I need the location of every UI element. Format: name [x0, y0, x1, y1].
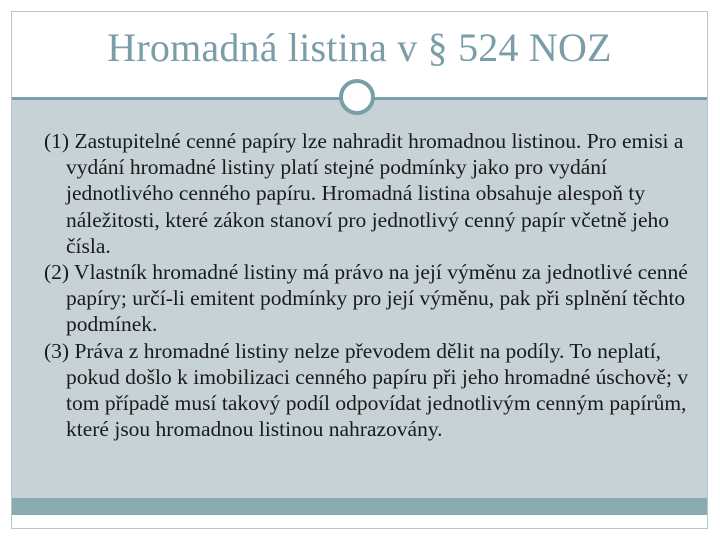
circle-ornament-icon — [339, 79, 375, 115]
paragraph-2: (2) Vlastník hromadné listiny má právo na její výměnu za jednotlivé cenné papíry; určí-li emitent podmínky pro její výměnu, pak při splnění těchto podmínek. — [44, 260, 688, 337]
slide-body — [44, 128, 694, 442]
slide-title: Hromadná listina v § 524 NOZ — [107, 25, 612, 70]
paragraph-3: (3) Práva z hromadné listiny nelze převodem dělit na podíly. To neplatí, pokud došlo k imobilizaci cenného papíru při jeho hromadné úschově; v tom případě musí takový podíl odpovídat jednotlivým cenným papírům, které jsou hromadnou listinou nahrazovány. — [44, 338, 689, 442]
paragraph-1: (1) Zastupitelné cenné papíry lze nahradit hromadnou listinou. Pro emisi a vydání hromadné listiny platí stejné podmínky jako pro vydání jednotlivého cenného papíru. Hromadná listina obsahuje alespoň ty náležitosti, které zákon stanoví pro jednotlivý cenný papír včetně jeho čísla. — [44, 129, 684, 258]
bottom-accent-bar — [12, 498, 707, 515]
